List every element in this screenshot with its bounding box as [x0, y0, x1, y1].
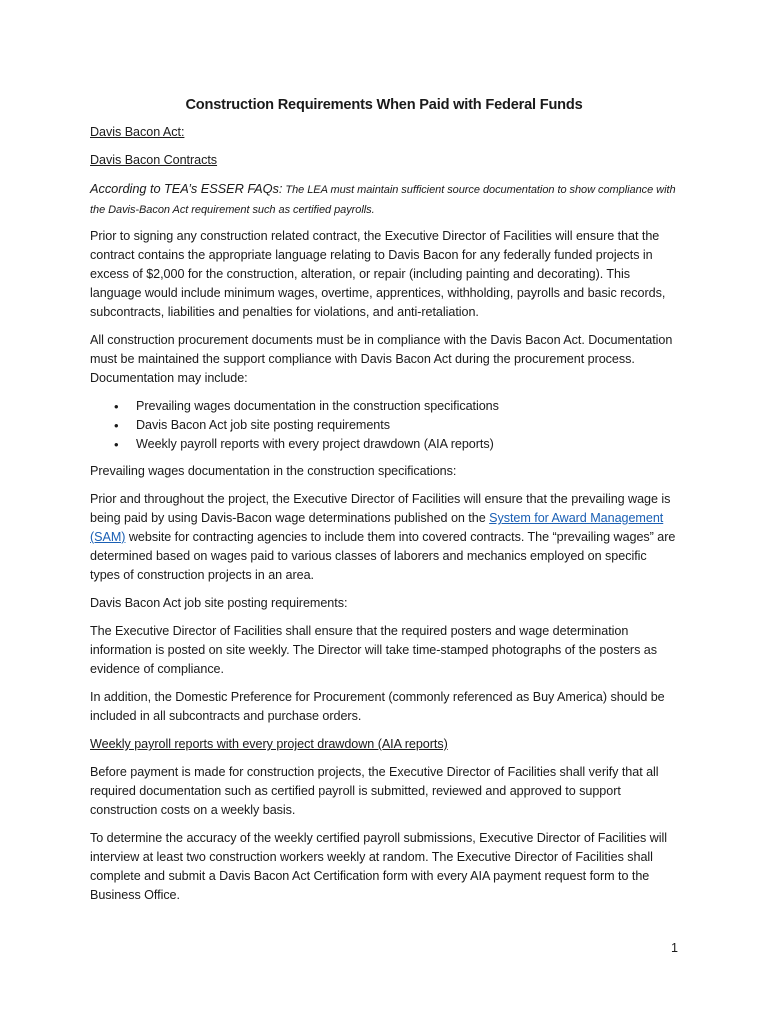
faq-lead: According to TEA’s ESSER FAQs: [90, 181, 283, 196]
subheading-posting-requirements: Davis Bacon Act job site posting requirements: [90, 596, 348, 610]
sam-website-link[interactable]: System for Award Management (SAM) [90, 511, 664, 544]
list-item: • Weekly payroll reports with every project drawdown (AIA reports) [90, 435, 678, 454]
paragraph-procurement-documents: All construction procurement documents must be in compliance with the Davis Bacon Act. Documentation must be maintained the support compliance with Davis Bacon Act during the procurement process. Documentation may include: [90, 333, 673, 385]
documentation-list [90, 397, 678, 454]
list-item: • Davis Bacon Act job site posting requirements [90, 416, 678, 435]
paragraph-contract-language: Prior to signing any construction related contract, the Executive Director of Facilities will ensure that the contract contains the appropriate language relating to Davis Bacon for any federally funded projects in excess of $2,000 for the construction, alteration, or repair (including painting and decorating). This language would include minimum wages, overtime, apprentices, withholding, payrolls and basic records, subcontracts, liabilities and penalties for violations, and anti-retaliation. [90, 229, 666, 319]
subheading-prevailing-wages: Prevailing wages documentation in the construction specifications: [90, 464, 457, 478]
heading-davis-bacon-act: Davis Bacon Act: [90, 125, 185, 139]
paragraph-payment-verification: Before payment is made for construction projects, the Executive Director of Facilities shall verify that all required documentation such as certified payroll is submitted, reviewed and approved to support construction costs on a weekly basis. [90, 765, 659, 817]
faq-text: The LEA must maintain sufficient source documentation to show compliance with the Davis-Bacon Act requirement such as certified payrolls. [90, 184, 676, 216]
heading-davis-bacon-contracts: Davis Bacon Contracts [90, 153, 218, 167]
paragraph-buy-america: In addition, the Domestic Preference for Procurement (commonly referenced as Buy America) should be included in all subcontracts and purchase orders. [90, 690, 665, 723]
paragraph-prevailing-wage-start: Prior and throughout the project, the Executive Director of Facilities will ensure that the prevailing wage is being paid by using Davis-Bacon wage determinations published on the [90, 492, 671, 525]
subheading-weekly-payroll: Weekly payroll reports with every project drawdown (AIA reports) [90, 737, 448, 751]
paragraph-prevailing-wage-end: website for contracting agencies to include them into covered contracts. The “prevailing wages” are determined based on wages paid to various classes of laborers and mechanics employed on specific types of construction projects in an area. [90, 530, 676, 582]
paragraph-prevailing-wage [90, 490, 678, 585]
paragraph-payroll-accuracy: To determine the accuracy of the weekly certified payroll submissions, Executive Director of Facilities will interview at least two construction workers weekly at random. The Executive Director of Facilities shall complete and submit a Davis Bacon Act Certification form with every AIA payment request form to the Business Office. [90, 831, 667, 902]
page-number: 1 [670, 941, 678, 955]
paragraph-posting: The Executive Director of Facilities shall ensure that the required posters and wage determination information is posted on site weekly. The Director will take time-stamped photographs of the posters as evidence of compliance. [90, 624, 657, 676]
document-body [90, 95, 678, 914]
faq-note [90, 179, 678, 220]
list-item: • Prevailing wages documentation in the construction specifications [90, 397, 678, 416]
page-title: Construction Requirements When Paid with Federal Funds [185, 97, 583, 113]
